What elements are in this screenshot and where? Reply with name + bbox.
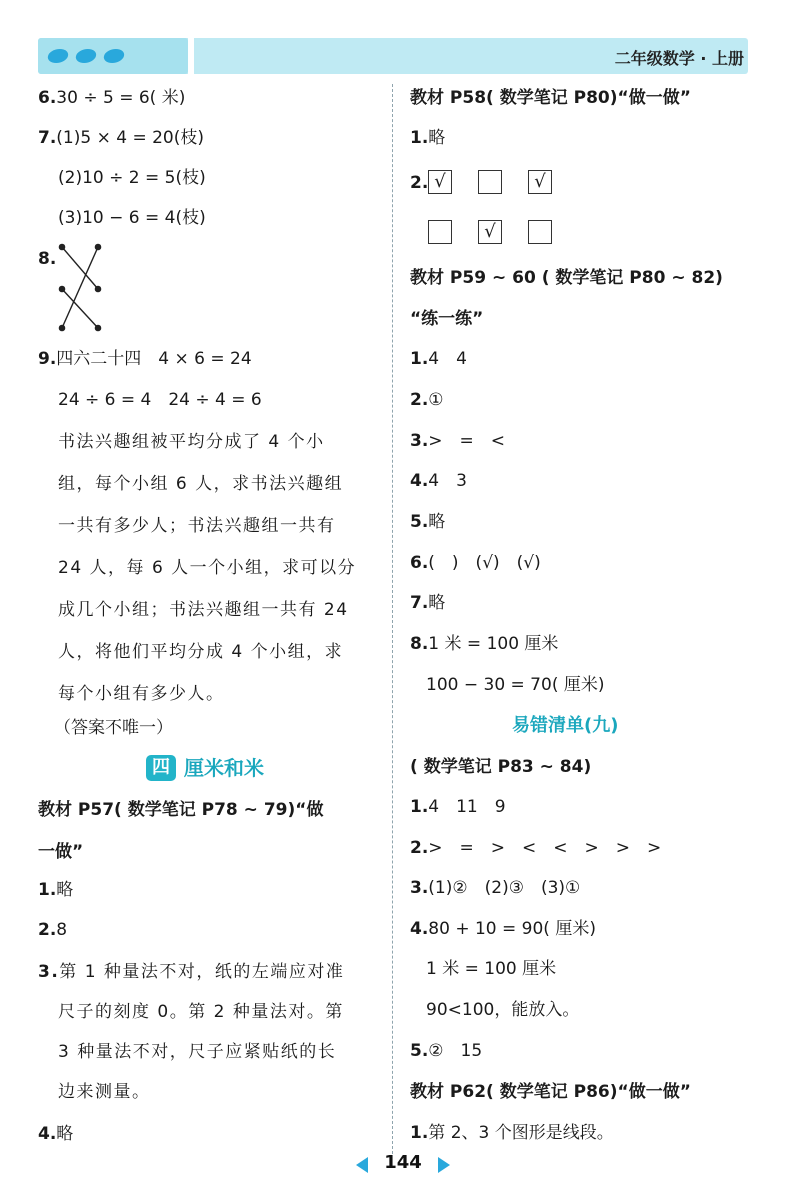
- answer-4: 4.80 + 10 = 90( 厘米): [410, 919, 596, 939]
- answer-2: 2.: [410, 173, 429, 193]
- answer-7-3: (3)10 − 6 = 4(枝): [58, 208, 206, 228]
- header-title: 二年级数学 · 上册: [614, 49, 744, 68]
- answer-9-text: 24 人，每 6 人一个小组，求可以分: [58, 558, 357, 578]
- answer-3-text: 边来测量。: [58, 1082, 151, 1102]
- page-right-arrow-icon: [438, 1157, 450, 1173]
- chapter-number-badge: 四: [146, 755, 176, 781]
- answer-9-text: 组，每个小组 6 人，求书法兴趣组: [58, 474, 344, 494]
- answer-9-text: 书法兴趣组被平均分成了 4 个小: [58, 432, 325, 452]
- answer-1: 1.略: [38, 880, 74, 900]
- answer-9-text: 成几个小组；书法兴趣组一共有 24: [58, 600, 349, 620]
- checkbox: √: [478, 220, 502, 244]
- checkbox: [428, 220, 452, 244]
- answer-8: 8.1 米 = 100 厘米: [410, 634, 559, 654]
- answer-1: 1.4 11 9: [410, 797, 506, 817]
- answer-9-note: （答案不唯一）: [54, 718, 173, 738]
- answer-3: 3.> = <: [410, 431, 506, 451]
- answer-3: 3.第 1 种量法不对，纸的左端应对准: [38, 962, 345, 982]
- mistake-list-title: 易错清单(九): [512, 715, 619, 736]
- section-heading-cont: 一做”: [38, 842, 84, 862]
- answer-5: 5.略: [410, 512, 446, 532]
- answer-4: 4.4 3: [410, 471, 467, 491]
- answer-1: 1.第 2、3 个图形是线段。: [410, 1123, 614, 1143]
- section-heading: ( 数学笔记 P83 ~ 84): [410, 757, 592, 777]
- column-divider: [392, 84, 393, 1154]
- answer-9-eq: 24 ÷ 6 = 4 24 ÷ 4 = 6: [58, 390, 262, 410]
- answer-2: 2.8: [38, 920, 68, 940]
- answer-3-text: 3 种量法不对，尺子应紧贴纸的长: [58, 1042, 337, 1062]
- answer-4: 4.略: [38, 1124, 74, 1144]
- answer-9-text: 每个小组有多少人。: [58, 684, 225, 704]
- answer-9: 9.四六二十四 4 × 6 = 24: [38, 349, 252, 369]
- answer-8-eq: 100 − 30 = 70( 厘米): [426, 675, 605, 695]
- answer-7: 7.略: [410, 593, 446, 613]
- section-heading: 教材 P57( 数学笔记 P78 ~ 79)“做: [38, 800, 324, 820]
- section-heading-cont: “练一练”: [410, 309, 484, 329]
- answer-6: 6.( ) (√) (√): [410, 553, 541, 573]
- section-heading: 教材 P59 ~ 60 ( 数学笔记 P80 ~ 82): [410, 268, 723, 288]
- answer-7: 7.(1)5 × 4 = 20(枝): [38, 128, 205, 148]
- answer-9-text: 一共有多少人；书法兴趣组一共有: [58, 516, 336, 536]
- answer-7-2: (2)10 ÷ 2 = 5(枝): [58, 168, 206, 188]
- answer-1: 1.略: [410, 128, 446, 148]
- answer-3-text: 尺子的刻度 0。第 2 种量法对。第: [58, 1002, 344, 1022]
- answer-4-conclusion: 90<100，能放入。: [426, 1000, 580, 1020]
- answer-2: 2.> = > < < > > >: [410, 838, 662, 858]
- answer-6: 6.30 ÷ 5 = 6( 米): [38, 88, 186, 108]
- checkbox: [478, 170, 502, 194]
- section-heading: 教材 P58( 数学笔记 P80)“做一做”: [410, 88, 691, 108]
- answer-5: 5.② 15: [410, 1041, 483, 1061]
- answer-8: 8.: [38, 249, 57, 269]
- answer-4-eq: 1 米 = 100 厘米: [426, 959, 557, 979]
- chapter-title: 厘米和米: [184, 756, 264, 780]
- answer-1: 1.4 4: [410, 349, 467, 369]
- answer-9-text: 人，将他们平均分成 4 个小组，求: [58, 642, 344, 662]
- page-number: 144: [384, 1152, 422, 1173]
- matching-lines-figure: [55, 240, 111, 336]
- answer-3: 3.(1)② (2)③ (3)①: [410, 878, 581, 898]
- checkbox: √: [528, 170, 552, 194]
- answer-2: 2.①: [410, 390, 444, 410]
- checkbox: [528, 220, 552, 244]
- section-heading: 教材 P62( 数学笔记 P86)“做一做”: [410, 1082, 691, 1102]
- checkbox: √: [428, 170, 452, 194]
- header-divider: [188, 38, 194, 74]
